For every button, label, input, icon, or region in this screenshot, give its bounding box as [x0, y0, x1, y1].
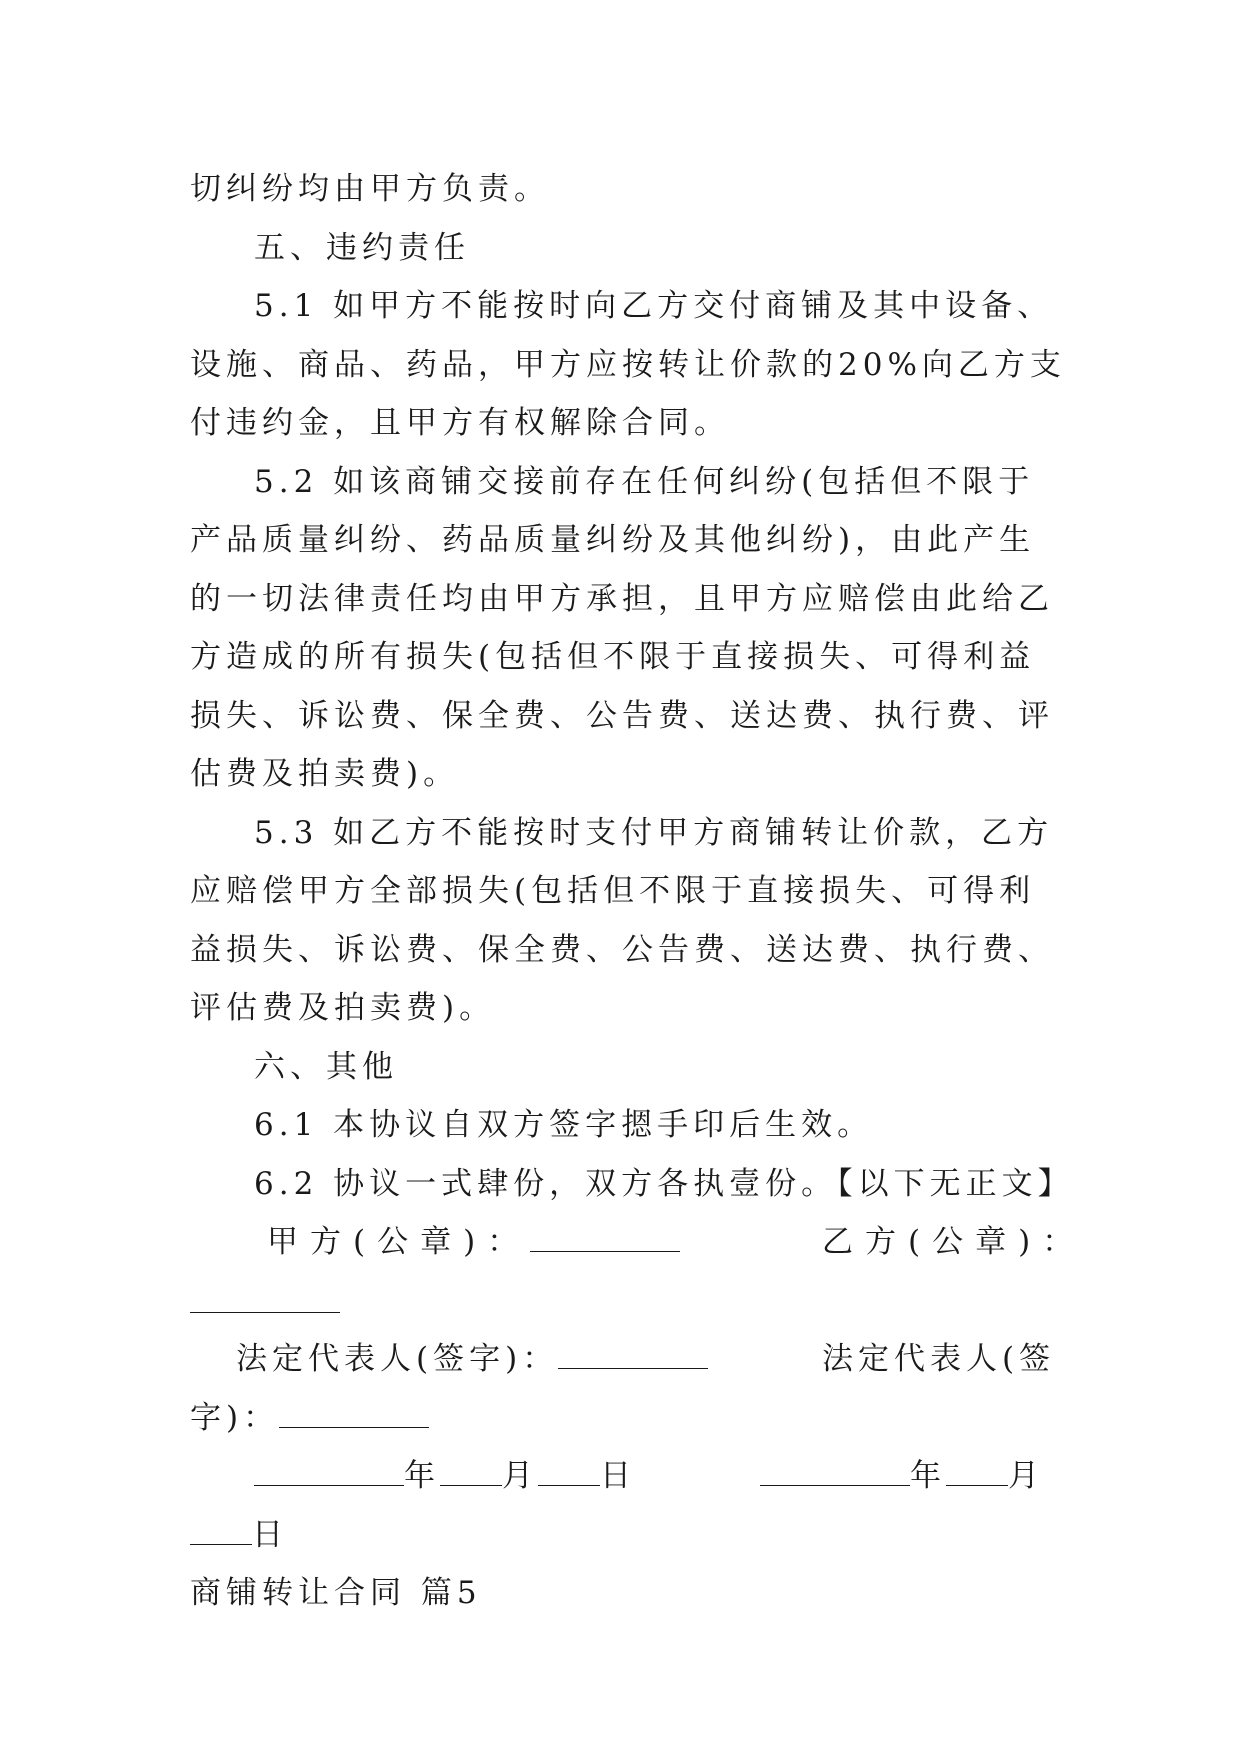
legal-rep-b-label-cont: 字)：	[190, 1399, 280, 1436]
party-a-seal-label: 甲方(公章)：	[267, 1224, 531, 1260]
date-a-day-blank[interactable]	[538, 1463, 600, 1486]
date-b-day-group	[190, 1506, 288, 1565]
clause-6-2: 6.2 协议一式肆份，双方各执壹份。【以下无正文】	[254, 1165, 1074, 1202]
next-section-title: 商铺转让合同 篇5	[190, 1575, 482, 1611]
legal-rep-b-blank[interactable]	[279, 1405, 429, 1428]
seal-row	[190, 1213, 1086, 1272]
legal-rep-b-continued	[190, 1389, 1070, 1448]
legal-rep-a-blank[interactable]	[558, 1346, 708, 1369]
clause-5-2: 5.2 如该商铺交接前存在任何纠纷(包括但不限于产品质量纠纷、药品质量纠纷及其他纠纷)，由此产生的一切法律责任均由甲方承担，且甲方应赔偿由此给乙方造成的所有损失(包括但不限于直接损失、可得利益损失、诉讼费、保全费、公告费、送达费、执行费、评估费及拍卖费)。	[190, 463, 1054, 792]
clause-5-3: 5.3 如乙方不能按时支付甲方商铺转让价款，乙方应赔偿甲方全部损失(包括但不限于直接损失、可得利益损失、诉讼费、保全费、公告费、送达费、执行费、评估费及拍卖费)。	[190, 814, 1054, 1026]
legal-rep-b-group	[190, 1389, 429, 1448]
clause-6-1: 6.1 本协议自双方签字摁手印后生效。	[254, 1107, 874, 1143]
date-row	[190, 1447, 1070, 1506]
section-heading-breach: 五、违约责任	[254, 229, 470, 266]
legal-rep-a-label: 法定代表人(签字)：	[236, 1341, 559, 1377]
date-a-day-label: 日	[600, 1458, 636, 1494]
section-heading-other: 六、其他	[254, 1048, 398, 1085]
clause-5-1: 5.1 如甲方不能按时向乙方交付商铺及其中设备、设施、商品、药品，甲方应按转让价款的20%向乙方支付违约金，且甲方有权解除合同。	[190, 288, 1066, 441]
date-a-group	[254, 1447, 636, 1506]
legal-rep-b-label: 法定代表人(签	[822, 1341, 1056, 1377]
date-a-year-label: 年	[404, 1458, 440, 1494]
party-b-seal-blank[interactable]	[190, 1290, 340, 1313]
date-a-month-blank[interactable]	[440, 1463, 502, 1486]
party-a-seal-blank[interactable]	[530, 1229, 680, 1252]
date-b-day-blank[interactable]	[190, 1522, 252, 1545]
date-b-day-label: 日	[252, 1516, 288, 1553]
date-b-month-blank[interactable]	[946, 1463, 1008, 1486]
date-b-year-label: 年	[910, 1458, 946, 1494]
party-b-seal-line	[190, 1272, 1070, 1331]
party-b-seal-label: 乙方(公章)：	[822, 1224, 1086, 1260]
date-b-month-label: 月	[1008, 1458, 1044, 1494]
paragraph-continuation: 切纠纷均由甲方负责。	[190, 171, 550, 207]
party-a-seal-group	[267, 1213, 680, 1272]
date-b-year-blank[interactable]	[760, 1463, 910, 1486]
document-page	[190, 160, 1086, 1623]
date-b-group	[760, 1447, 1044, 1506]
legal-rep-a-group	[236, 1330, 708, 1389]
date-a-year-blank[interactable]	[254, 1463, 404, 1486]
date-b-continued	[190, 1506, 1070, 1565]
date-a-month-label: 月	[502, 1458, 538, 1494]
legal-rep-row	[190, 1330, 1070, 1389]
